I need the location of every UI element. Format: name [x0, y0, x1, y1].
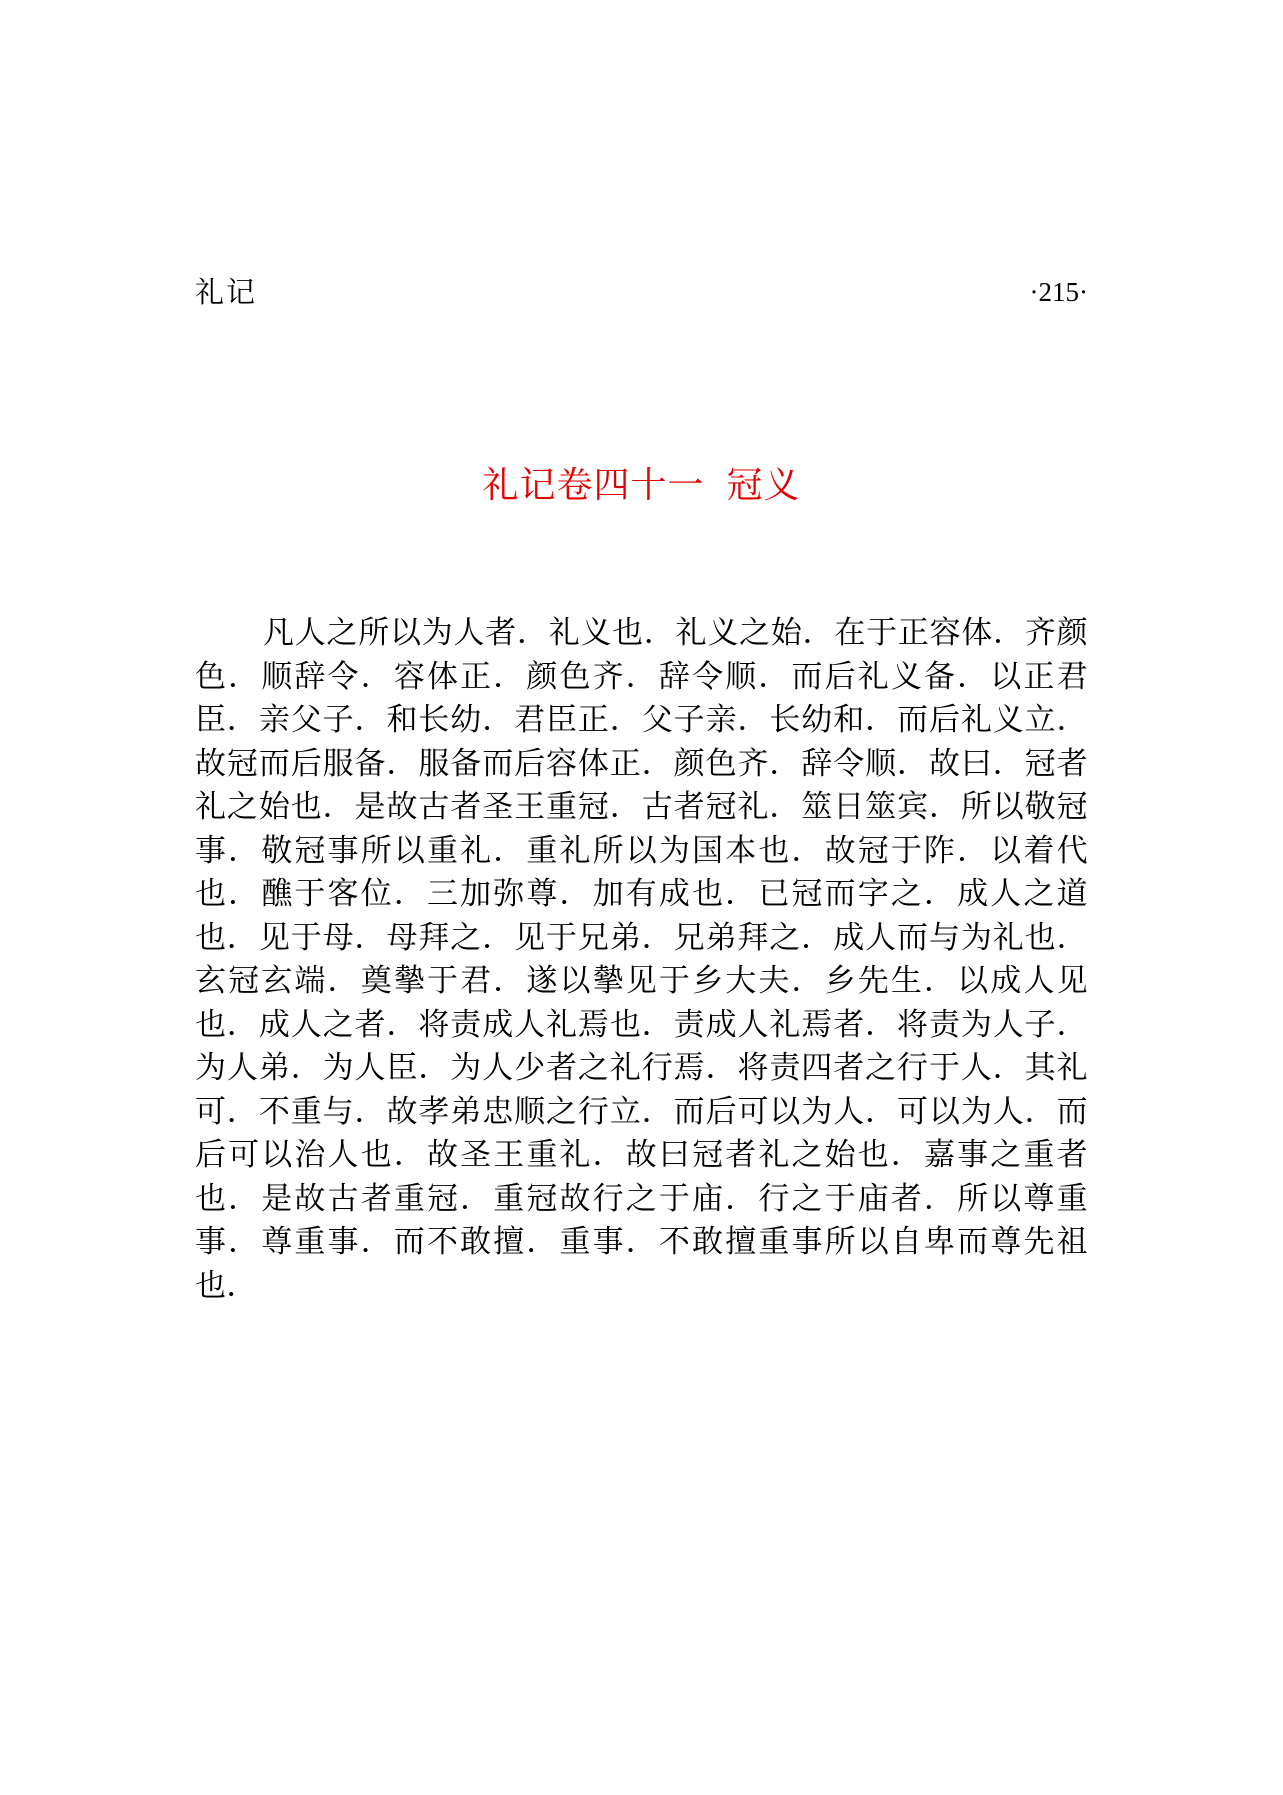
page-number: ·215·	[1029, 277, 1088, 307]
chapter-title	[0, 458, 1283, 514]
chapter-name: 冠义	[726, 465, 801, 506]
header-book-title: 礼记	[195, 275, 258, 309]
running-header	[195, 270, 1088, 314]
body-paragraph: 凡人之所以为人者．礼义也．礼义之始．在于正容体．齐颜色．顺辞令．容体正．颜色齐．辞令顺．而后礼义备．以正君臣．亲父子．和长幼．君臣正．父子亲．长幼和．而后礼义立．故冠而后服备．服备而后容体正．颜色齐．辞令顺．故曰．冠者礼之始也．是故古者圣王重冠．古者冠礼．筮日筮宾．所以敬冠事．敬冠事所以重礼．重礼所以为国本也．故冠于阼．以着代也．醮于客位．三加弥尊．加有成也．已冠而字之．成人之道也．见于母．母拜之．见于兄弟．兄弟拜之．成人而与为礼也．玄冠玄端．奠摰于君．遂以摰见于乡大夫．乡先生．以成人见也．成人之者．将责成人礼焉也．责成人礼焉者．将责为人子．为人弟．为人臣．为人少者之礼行焉．将责四者之行于人．其礼可．不重与．故孝弟忠顺之行立．而后可以为人．可以为人．而后可以治人也．故圣王重礼．故曰冠者礼之始也．嘉事之重者也．是故古者重冠．重冠故行之于庙．行之于庙者．所以尊重事．尊重事．而不敢擅．重事．不敢擅重事所以自卑而尊先祖也．	[195, 615, 1088, 1304]
chapter-volume: 礼记卷四十一	[482, 465, 705, 506]
